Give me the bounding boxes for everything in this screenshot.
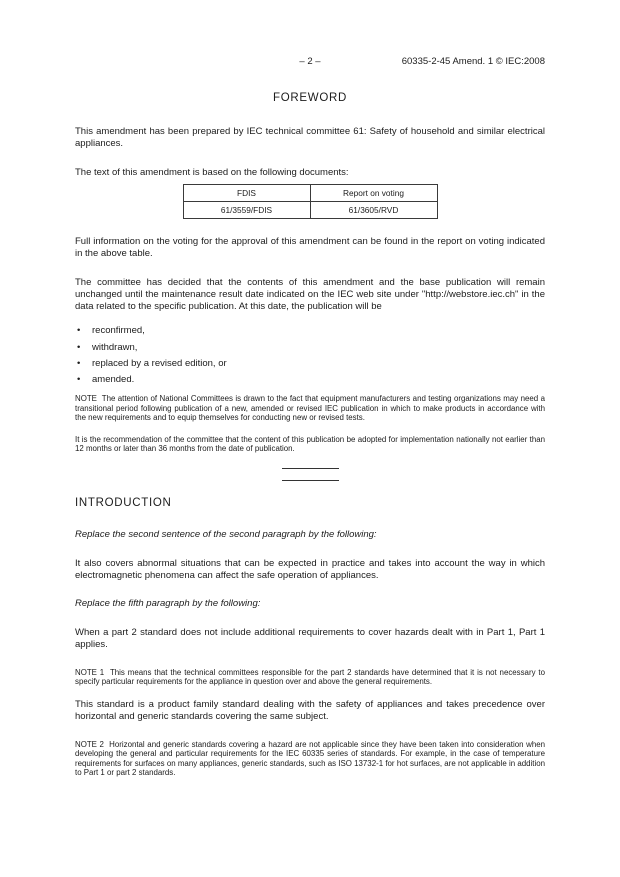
para-part2-standard: When a part 2 standard does not include additional requirements to cover hazards dealt with in Part 1, Part 1 applies. xyxy=(75,627,545,651)
voting-table-data-row xyxy=(183,202,437,219)
list-item-replaced: • replaced by a revised edition, or xyxy=(75,358,545,370)
voting-table xyxy=(183,184,438,219)
voting-table-header-report: Report on voting xyxy=(310,185,437,202)
note-1: NOTE 1 This means that the technical committees responsible for the part 2 standards have determined that it is not necessary to specify particular requirements for the appliance in question over and above the general requirements. xyxy=(75,667,545,687)
instruction-replace-second-sentence: Replace the second sentence of the second paragraph by the following: xyxy=(75,529,377,541)
section-divider xyxy=(75,468,545,481)
page-number: – 2 – xyxy=(299,56,321,67)
running-header xyxy=(75,56,545,68)
voting-table-header-fdis: FDIS xyxy=(183,185,310,202)
voting-table-cell-report: 61/3605/RVD xyxy=(310,202,437,219)
para-committee-decision: The committee has decided that the contents of this amendment and the base publication will remain unchanged until the maintenance result date indicated on the IEC web site under "http://webstore.iec.ch" in the data related to the specific publication. At this date, the publication will be xyxy=(75,276,545,312)
divider-line-top xyxy=(282,468,339,469)
instruction-replace-fifth-paragraph: Replace the fifth paragraph by the following: xyxy=(75,598,261,610)
foreword-heading: FOREWORD xyxy=(273,92,347,104)
para-product-family-standard: This standard is a product family standard dealing with the safety of appliances and takes precedence over horizontal and generic standards covering the same subject. xyxy=(75,699,545,722)
document-reference: 60335-2-45 Amend. 1 © IEC:2008 xyxy=(401,56,545,67)
list-item-withdrawn: • withdrawn, xyxy=(75,342,545,354)
para-full-information: Full information on the voting for the approval of this amendment can be found in the report on voting indicated in the above table. xyxy=(75,236,545,260)
para-recommendation: It is the recommendation of the committee that the content of this publication be adopted for implementation nationally not earlier than 12 months or later than 36 months from the date of publication. xyxy=(75,434,545,454)
note-transitional-period: NOTE The attention of National Committees is drawn to the fact that equipment manufacturers and testing organizations may need a transitional period following publication of a new, amended or revised IEC publication in which to make products in accordance with the new requirements and to equip themselves for conducting new or revised tests. xyxy=(75,394,545,423)
divider-line-bottom xyxy=(282,480,339,481)
voting-table-header-row xyxy=(183,185,437,202)
para-abnormal-situations: It also covers abnormal situations that can be expected in practice and takes into account the way in which electromagnetic phenomena can affect the safe operation of appliances. xyxy=(75,557,545,581)
introduction-heading: INTRODUCTION xyxy=(75,497,172,510)
publication-status-list xyxy=(75,325,545,386)
note-2: NOTE 2 Horizontal and generic standards covering a hazard are not applicable since they have been taken into consideration when developing the general and particular requirements for the IEC 60335 series of standards. For example, in the case of temperature requirements for surfaces on many appliances, generic standards, such as ISO 13732-1 for hot surfaces, are not applicable in addition to Part 1 or part 2 standards. xyxy=(75,739,545,778)
list-item-reconfirmed: • reconfirmed, xyxy=(75,325,545,337)
para-amendment-prepared: This amendment has been prepared by IEC technical committee 61: Safety of household and similar electrical appliances. xyxy=(75,126,545,149)
list-item-amended: • amended. xyxy=(75,374,545,386)
para-text-based: The text of this amendment is based on the following documents: xyxy=(75,166,349,178)
voting-table-cell-fdis: 61/3559/FDIS xyxy=(183,202,310,219)
